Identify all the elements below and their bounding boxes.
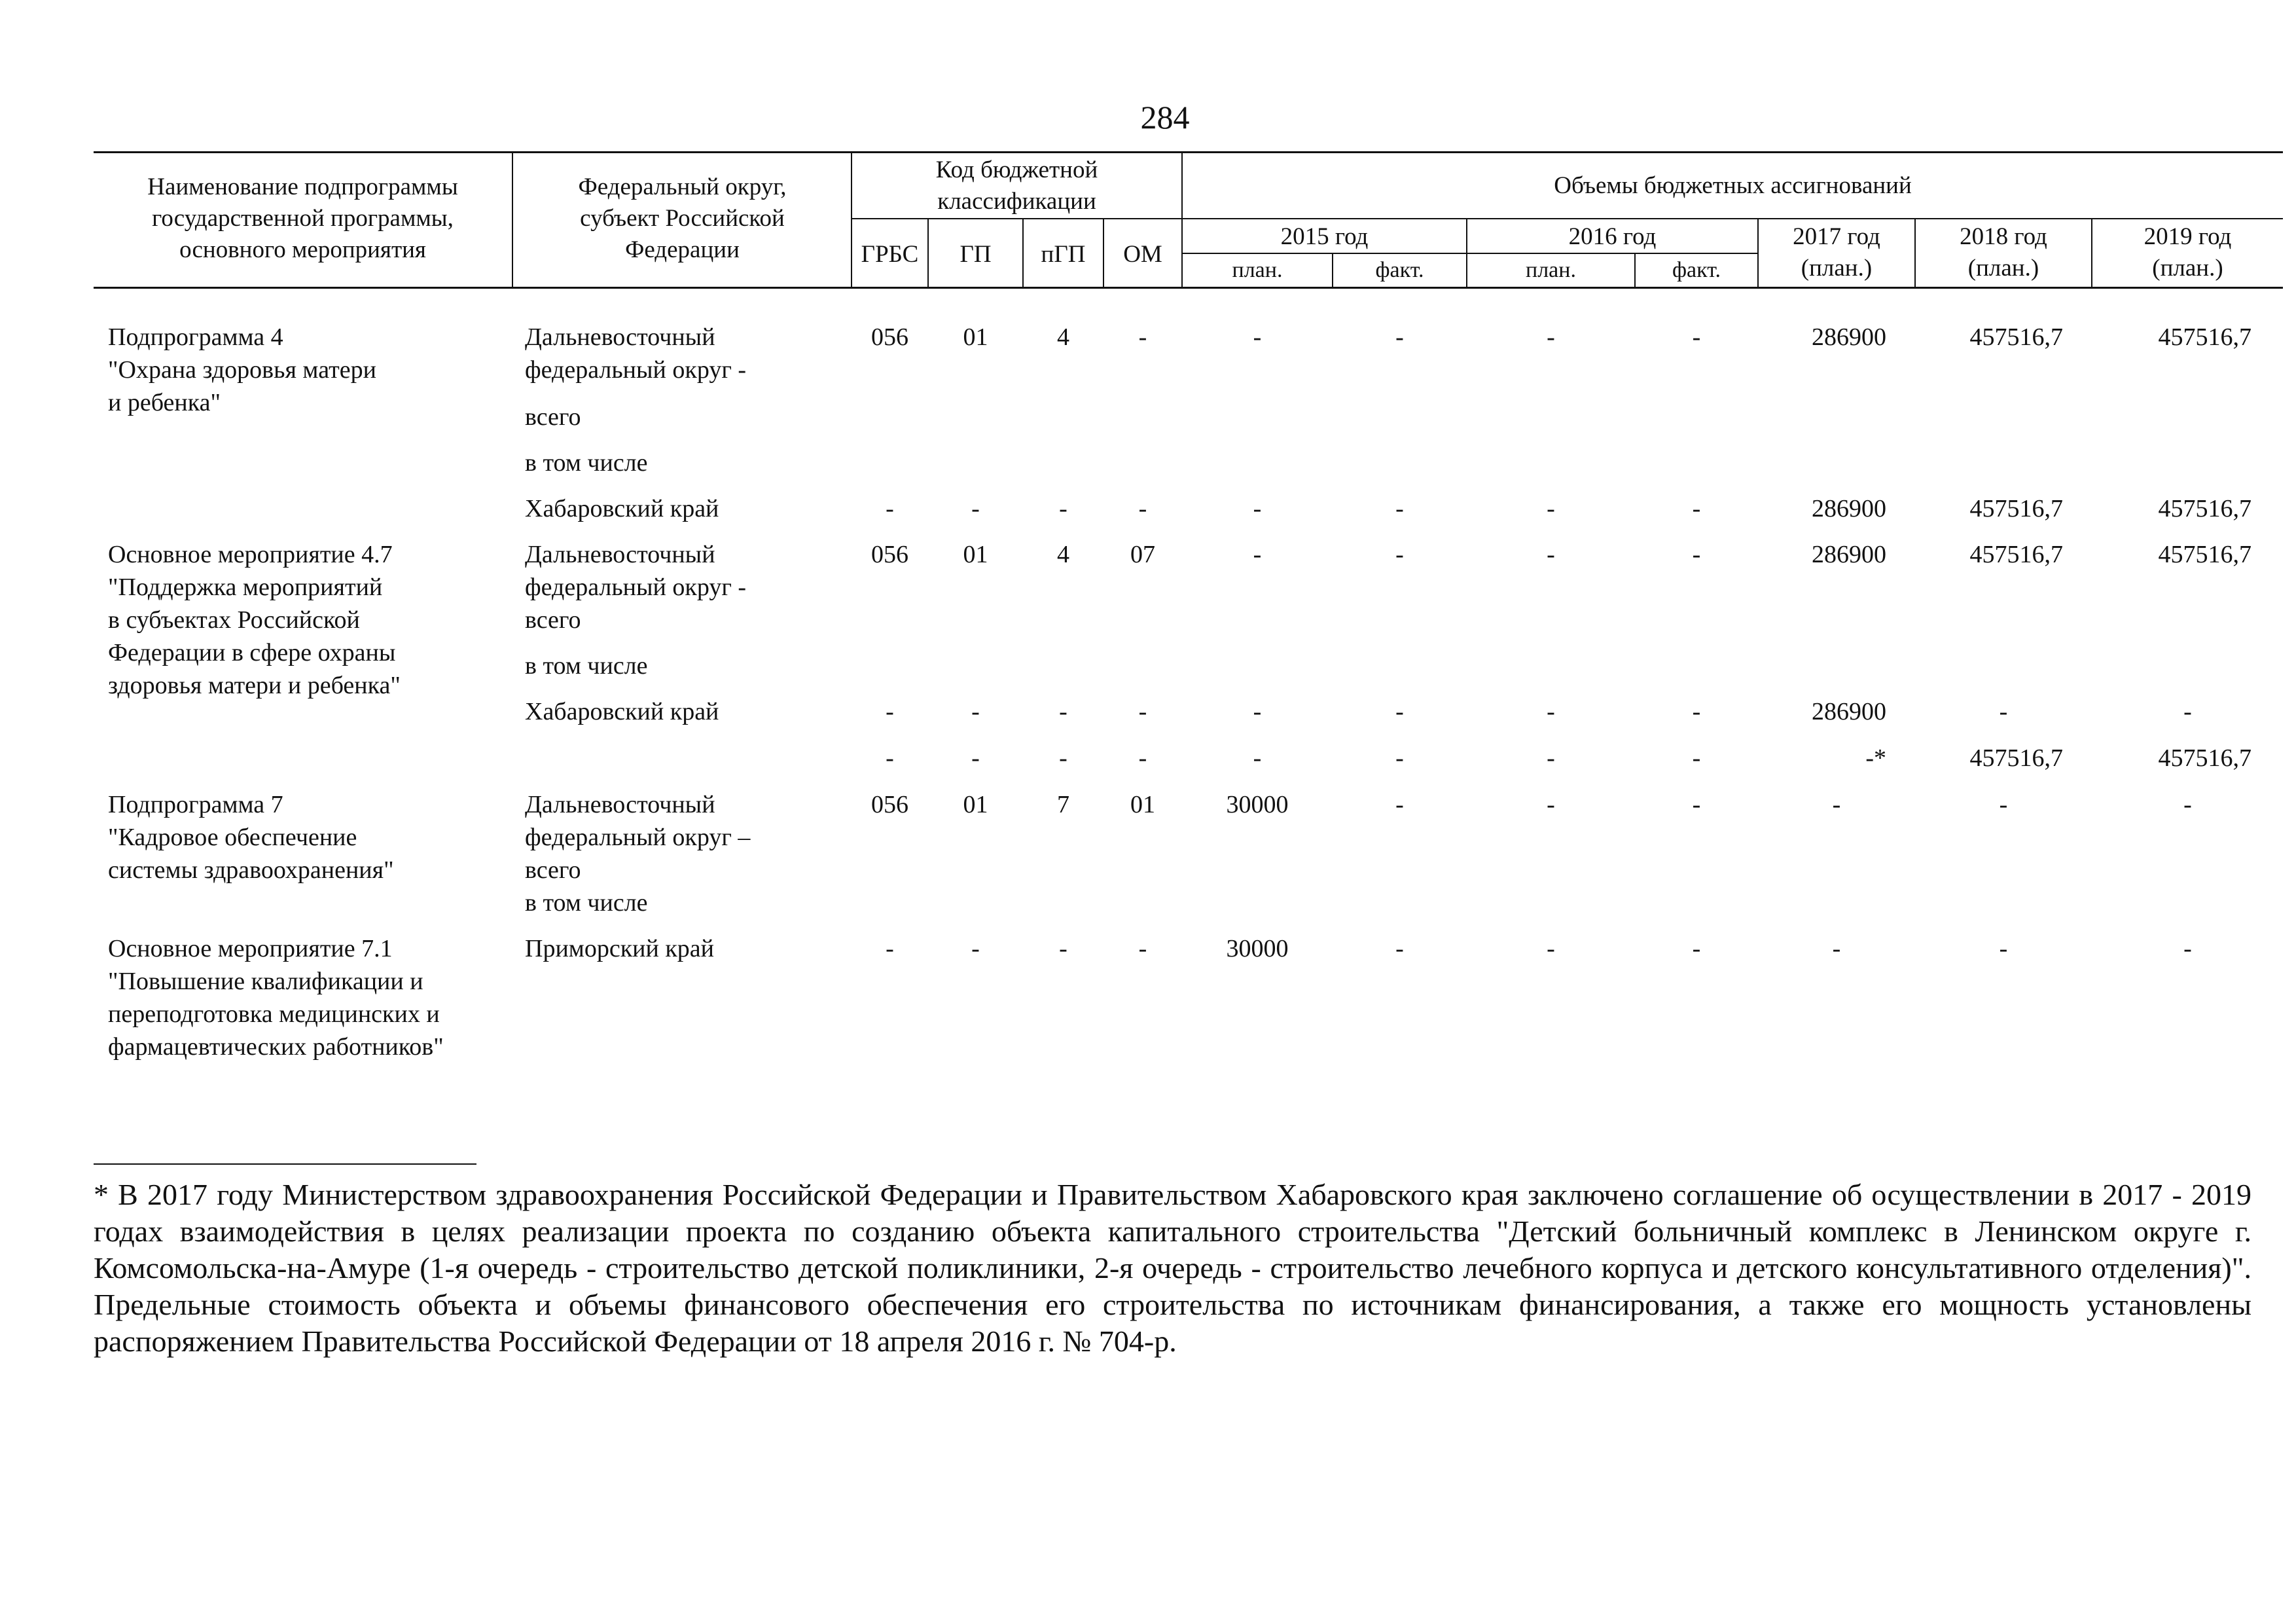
cell-pgp: -: [1059, 744, 1067, 772]
cell-2016-fact: -: [1692, 495, 1701, 522]
row-region-line: всего: [525, 856, 581, 884]
header-budget-code-line: Код бюджетной: [935, 156, 1098, 183]
header-region-line: Федеральный округ,: [578, 173, 787, 200]
cell-gp: 01: [963, 791, 988, 818]
row-name-line: фармацевтических работников": [108, 1033, 444, 1061]
cell-2015-plan: -: [1253, 744, 1262, 772]
cell-grbs: 056: [871, 791, 908, 818]
cell-2016-plan: -: [1547, 935, 1555, 962]
cell-grbs: -: [886, 698, 894, 725]
cell-om: -: [1138, 698, 1147, 725]
cell-om: -: [1138, 495, 1147, 522]
cell-2017: 286900: [1812, 323, 1886, 351]
cell-2016-fact: -: [1692, 541, 1701, 568]
row-name: [108, 321, 376, 419]
row-region: в том числе: [525, 449, 648, 477]
cell-2016-plan: -: [1547, 323, 1555, 351]
row-region: в том числе: [525, 652, 648, 680]
cell-2015-plan: -: [1253, 495, 1262, 522]
page-number: 284: [1140, 99, 1190, 136]
row-region-line: Дальневосточный: [525, 541, 715, 568]
row-name-line: системы здравоохранения": [108, 856, 394, 884]
cell-grbs: -: [886, 744, 894, 772]
header-region: [517, 172, 848, 266]
cell-2015-fact: -: [1395, 744, 1404, 772]
row-name: [108, 932, 444, 1063]
header-2019-plan: (план.): [2152, 255, 2223, 282]
row-region-line: всего: [525, 606, 581, 634]
cell-2015-fact: -: [1395, 541, 1404, 568]
cell-2018: -: [1999, 698, 2008, 725]
cell-2016-plan: -: [1547, 541, 1555, 568]
row-name-line: здоровья матери и ребенка": [108, 672, 401, 699]
row-name-line: Основное мероприятие 7.1: [108, 935, 393, 962]
cell-2018: 457516,7: [1969, 744, 2063, 772]
header-2018-plan: (план.): [1967, 255, 2039, 282]
cell-2017: 286900: [1812, 541, 1886, 568]
header-mid-rule-volumes: [1181, 218, 2283, 219]
row-region-line: Дальневосточный: [525, 323, 715, 351]
row-region: всего: [525, 403, 581, 431]
header-2016-fact: факт.: [1672, 258, 1721, 282]
cell-2015-fact: -: [1395, 323, 1404, 351]
cell-2018: -: [1999, 935, 2008, 962]
header-2018-year: 2018 год: [1960, 223, 2047, 250]
row-name-line: "Охрана здоровья матери: [108, 356, 376, 384]
cell-2019: 457516,7: [2158, 541, 2251, 568]
cell-2017: 286900: [1812, 698, 1886, 725]
cell-2016-fact: -: [1692, 698, 1701, 725]
header-2017-plan: (план.): [1801, 255, 1873, 282]
footnote-separator: [94, 1163, 476, 1165]
row-name-line: и ребенка": [108, 389, 221, 416]
cell-2017: -: [1832, 935, 1841, 962]
cell-2016-fact: -: [1692, 323, 1701, 351]
row-name-line: Федерации в сфере охраны: [108, 639, 396, 666]
header-name-line: основного мероприятия: [179, 236, 426, 263]
header-2018: [1916, 221, 2091, 284]
cell-2015-fact: -: [1395, 791, 1404, 818]
cell-2015-plan: 30000: [1226, 791, 1289, 818]
cell-2015-plan: -: [1253, 541, 1262, 568]
row-name: [108, 788, 394, 886]
row-region: [525, 321, 746, 386]
row-region: [525, 788, 750, 919]
header-2017: [1759, 221, 1914, 284]
cell-pgp: -: [1059, 698, 1067, 725]
cell-grbs: 056: [871, 541, 908, 568]
row-name: [108, 538, 401, 702]
header-bottom-rule: [94, 287, 2283, 289]
cell-2016-plan: -: [1547, 791, 1555, 818]
cell-gp: 01: [963, 323, 988, 351]
row-region-line: в том числе: [525, 889, 648, 917]
cell-2017: -*: [1865, 744, 1886, 772]
cell-2015-plan: -: [1253, 323, 1262, 351]
header-2015: 2015 год: [1280, 223, 1369, 250]
cell-gp: -: [971, 744, 980, 772]
row-region: Хабаровский край: [525, 495, 719, 522]
cell-om: 01: [1130, 791, 1155, 818]
cell-om: 07: [1130, 541, 1155, 568]
header-top-rule: [94, 151, 2283, 153]
header-grbs: ГРБС: [861, 241, 919, 268]
row-name-line: в субъектах Российской: [108, 606, 360, 634]
header-vline: [512, 151, 513, 288]
header-subrule-2015: [1181, 253, 1757, 254]
header-volumes: Объемы бюджетных ассигнований: [1554, 172, 1912, 199]
header-om: ОМ: [1123, 241, 1162, 268]
row-name-line: Основное мероприятие 4.7: [108, 541, 393, 568]
row-region-line: Приморский край: [525, 935, 714, 962]
header-2015-fact: факт.: [1375, 258, 1424, 282]
row-name-line: "Поддержка мероприятий: [108, 574, 383, 601]
cell-om: -: [1138, 323, 1147, 351]
header-budget-code: [854, 155, 1179, 217]
header-name: [98, 172, 507, 266]
cell-2016-fact: -: [1692, 935, 1701, 962]
row-region: [525, 932, 714, 965]
row-region: [525, 538, 746, 636]
cell-pgp: -: [1059, 495, 1067, 522]
header-2016-plan: план.: [1526, 258, 1576, 282]
cell-pgp: 4: [1057, 323, 1069, 351]
row-name-line: переподготовка медицинских и: [108, 1000, 440, 1028]
header-budget-code-line: классификации: [937, 188, 1096, 215]
cell-2018: 457516,7: [1969, 323, 2063, 351]
cell-2018: 457516,7: [1969, 495, 2063, 522]
cell-gp: -: [971, 935, 980, 962]
row-name-line: Подпрограмма 4: [108, 323, 283, 351]
cell-2019: 457516,7: [2158, 323, 2251, 351]
cell-2016-fact: -: [1692, 744, 1701, 772]
footnote: * В 2017 году Министерством здравоохранения Российской Федерации и Правительством Хабаровского края заключено соглашение об осуществлении в 2017 - 2019 годах взаимодействия в целях реализации проекта по созданию объекта капитального строительства "Детский больничный комплекс в Ленинском округе г. Комсомольска-на-Амуре (1-я очередь - строительство детской поликлиники, 2-я очередь - строительство лечебного корпуса и детского консультативного отделения)". Предельные стоимость объекта и объемы финансового обеспечения его строительства по источникам финансирования, а также его мощность установлены распоряжением Правительства Российской Федерации от 18 апреля 2016 г. № 704-р.: [94, 1178, 2251, 1358]
cell-2017: -: [1832, 791, 1841, 818]
header-name-line: государственной программы,: [152, 205, 454, 232]
cell-2017: 286900: [1812, 495, 1886, 522]
cell-2016-plan: -: [1547, 495, 1555, 522]
cell-2015-fact: -: [1395, 495, 1404, 522]
cell-2019: 457516,7: [2158, 744, 2251, 772]
header-2017-year: 2017 год: [1793, 223, 1880, 250]
header-region-line: Федерации: [625, 236, 740, 263]
header-2019: [2092, 221, 2283, 284]
header-2015-plan: план.: [1232, 258, 1283, 282]
cell-2015-fact: -: [1395, 935, 1404, 962]
cell-2015-plan: 30000: [1226, 935, 1289, 962]
cell-gp: 01: [963, 541, 988, 568]
header-2019-year: 2019 год: [2144, 223, 2232, 250]
header-name-line: Наименование подпрограммы: [147, 173, 458, 200]
cell-2018: -: [1999, 791, 2008, 818]
cell-2015-fact: -: [1395, 698, 1404, 725]
row-region: Хабаровский край: [525, 698, 719, 725]
cell-pgp: 4: [1057, 541, 1069, 568]
row-region-line: федеральный округ -: [525, 356, 747, 384]
cell-2015-plan: -: [1253, 698, 1262, 725]
header-mid-rule-codes: [851, 218, 1181, 219]
cell-om: -: [1138, 744, 1147, 772]
cell-grbs: 056: [871, 323, 908, 351]
cell-2018: 457516,7: [1969, 541, 2063, 568]
row-name-line: "Повышение квалификации и: [108, 968, 423, 995]
cell-2016-plan: -: [1547, 698, 1555, 725]
cell-grbs: -: [886, 495, 894, 522]
cell-om: -: [1138, 935, 1147, 962]
row-name-line: Подпрограмма 7: [108, 791, 283, 818]
header-region-line: субъект Российской: [580, 205, 785, 232]
header-gp: ГП: [960, 241, 992, 268]
cell-gp: -: [971, 698, 980, 725]
row-region-line: федеральный округ -: [525, 574, 747, 601]
cell-2019: -: [2183, 698, 2192, 725]
row-region-line: федеральный округ –: [525, 824, 751, 851]
cell-grbs: -: [886, 935, 894, 962]
cell-gp: -: [971, 495, 980, 522]
cell-pgp: 7: [1057, 791, 1069, 818]
cell-2019: -: [2183, 935, 2192, 962]
cell-pgp: -: [1059, 935, 1067, 962]
cell-2016-plan: -: [1547, 744, 1555, 772]
row-name-line: "Кадровое обеспечение: [108, 824, 357, 851]
header-pgp: пГП: [1041, 241, 1086, 268]
row-region-line: Дальневосточный: [525, 791, 715, 818]
header-2016: 2016 год: [1568, 223, 1657, 250]
cell-2016-fact: -: [1692, 791, 1701, 818]
cell-2019: -: [2183, 791, 2192, 818]
cell-2019: 457516,7: [2158, 495, 2251, 522]
